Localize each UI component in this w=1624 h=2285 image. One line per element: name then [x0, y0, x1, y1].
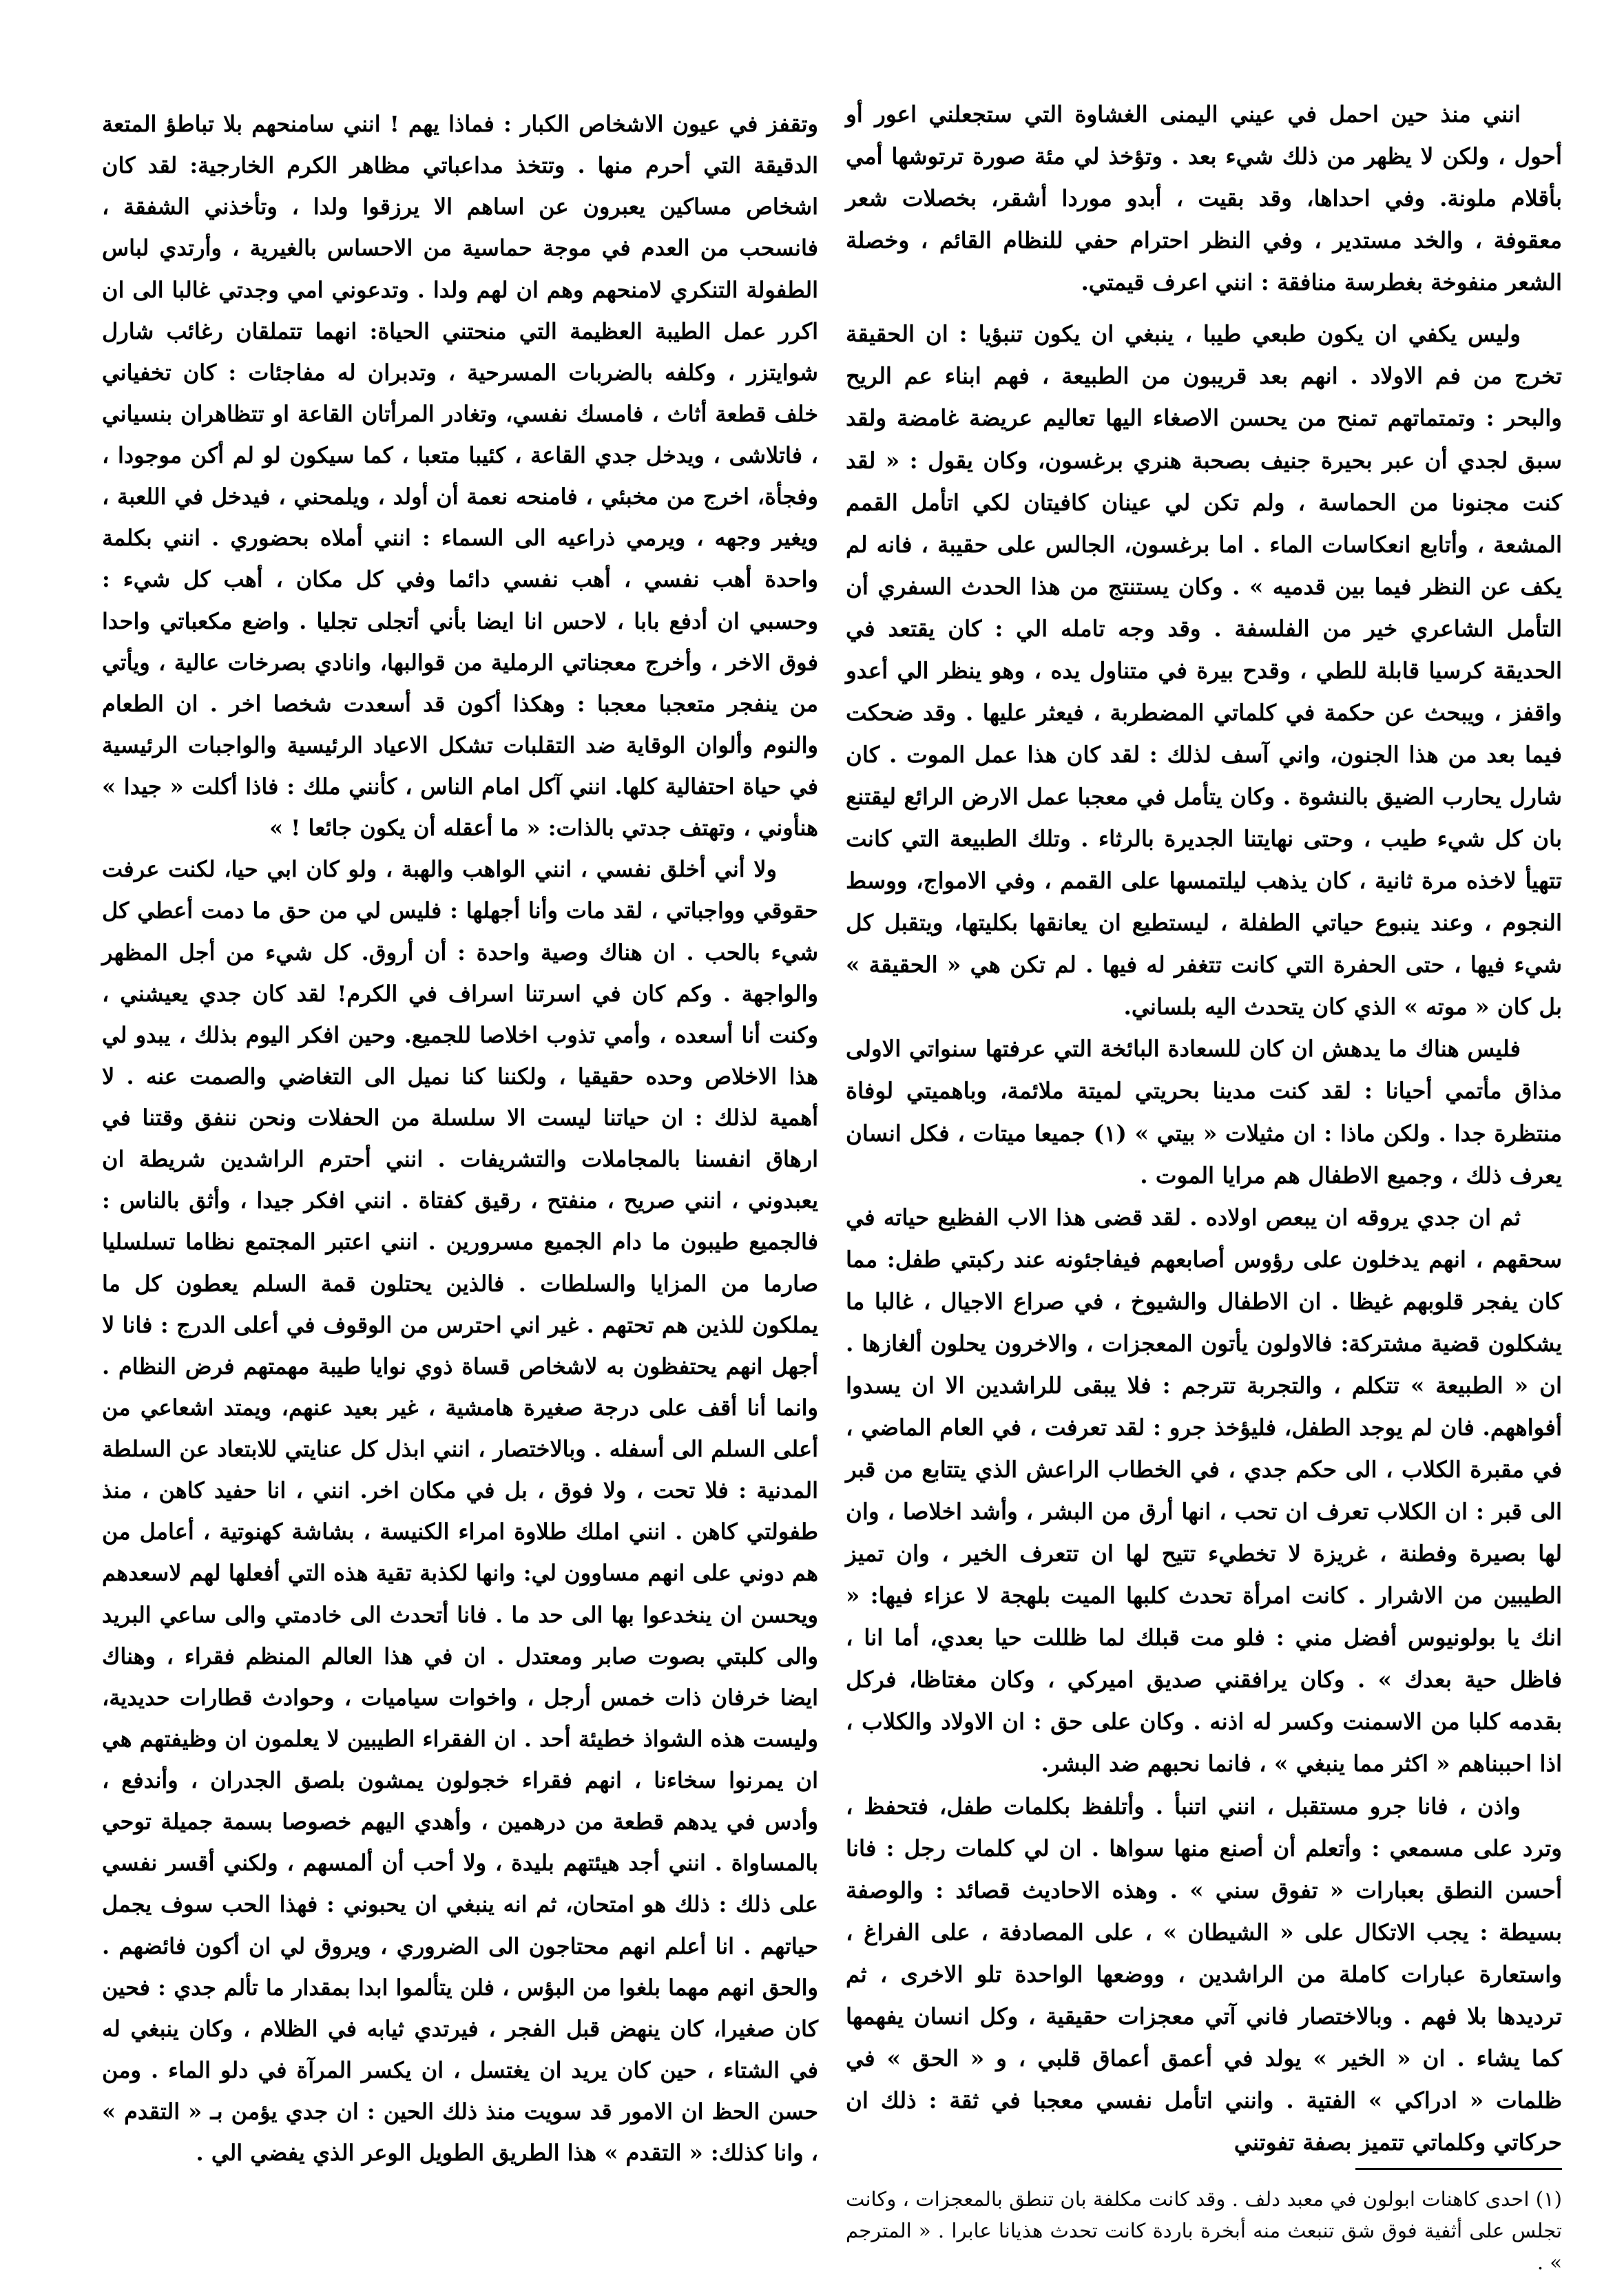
right-column — [846, 93, 1562, 2187]
paragraph: واذن ، فانا جرو مستقبل ، انني اتنبأ . وأتلفظ بكلمات طفل، فتحفظ ، وترد على مسمعي : وأتعلم أن أصنع منها سواها . ان لي كلمات رجل : فانا أحسن النطق بعبارات « تفوق سني » . وهذه الاحاديث قصائد : والوصفة بسيطة : يجب الاتكال على « الشيطان » ، على المصادفة ، على الفراغ ، واستعارة عبارات كاملة من الراشدين ، ووضعها الواحدة تلو الاخرى ، ثم ترديدها بلا فهم . وبالاختصار فاني آتي معجزات حقيقية ، وكل انسان يفهمها كما يشاء . ان « الخير » يولد في أعمق أعماق قلبي ، و « الحق » في ظلمات « ادراكي » الفتية . وانني اتأمل نفسي معجبا في ثقة : ذلك ان حركاتي وكلماتي تتميز بصفة تفوتني — [846, 1792, 1562, 2156]
paragraph: انني منذ حين احمل في عيني اليمنى الغشاوة التي ستجعلني اعور أو أحول ، ولكن لا يظهر من ذلك شيء بعد . وتؤخذ لي مئة صورة ترتوشها أمي بأقلام ملونة. وفي احداها، وقد بقيت ، أبدو موردا أشقر، بخصلات شعر معقوفة ، والخد مستدير ، وفي النظر احترام حفي للنظام القائم ، وخصلة الشعر منفوخة بغطرسة منافقة : انني اعرف قيمتي. — [846, 101, 1562, 296]
left-column — [102, 103, 818, 2211]
paragraph: ثم ان جدي يروقه ان يبعص اولاده . لقد قضى هذا الاب الفظيع حياته في سحقهم ، انهم يدخلون على رؤوس أصابعهم فيفاجئونه عند ركبتي طفل: مما كان يفجر قلوبهم غيظا . ان الاطفال والشيوخ ، في صراع الاجيال ، غالبا ما يشكلون قضية مشتركة: فالاولون يأتون المعجزات ، والاخرون يحلون ألغازها . ان « الطبيعة » تتكلم ، والتجربة تترجم : فلا يبقى للراشدين الا ان يسدوا أفواههم. فان لم يوجد الطفل، فليؤخذ جرو : لقد تعرفت ، في العام الماضي ، في مقبرة الكلاب ، الى حكم جدي ، في الخطاب الراعش الذي يتتابع من قبر الى قبر : ان الكلاب تعرف ان تحب ، انها أرق من البشر ، وأشد اخلاصا ، وان لها بصيرة وفطنة ، غريزة لا تخطيء تتيح لها ان تتعرف الخير ، وان تميز الطيبين من الاشرار . كانت امرأة تحدث كلبها الميت بلهجة لا عزاء فيها: « انك يا بولونيوس أفضل مني : فلو مت قبلك لما ظللت حيا بعدي، أما انا ، فاظل حية بعدك » . وكان يرافقني صديق اميركي ، وكان مغتاظا، فركل بقدمه كلبا من الاسمنت وكسر له اذنه . وكان على حق : ان الاولاد والكلاب ، اذا احببناهم « اكثر مما ينبغي » ، فانما نحبهم ضد البشر. — [846, 1203, 1562, 1777]
footnote-divider — [1355, 2168, 1562, 2170]
paragraph: فليس هناك ما يدهش ان كان للسعادة البائخة التي عرفتها سنواتي الاولى مذاق مأتمي أحيانا : لقد كنت مدينا بحريتي لميتة ملائمة، وباهميتي لوفاة منتظرة جدا . ولكن ماذا : ان مثيلات « بيتي » (١) جميعا ميتات ، فكل انسان يعرف ذلك ، وجميع الاطفال هم مرايا الموت . — [846, 1035, 1562, 1189]
paragraph: وتقفز في عيون الاشخاص الكبار : فماذا يهم ! انني سامنحهم بلا تباطؤ المتعة الدقيقة التي أحرم منها . وتتخذ مداعباتي مظاهر الكرم الخارجية: لقد كان اشخاص مساكين يعبرون عن اساهم الا يرزقوا ولدا ، وتأخذني الشفقة ، فانسحب من العدم في موجة حماسية من الاحساس بالغيرية ، وأرتدي لباس الطفولة التنكري لامنحهم وهم ان لهم ولدا . وتدعوني امي وجدتي غالبا الى ان اكرر عمل الطيبة العظيمة التي منحتني الحياة: انهما تتملقان رغائب شارل شوايتزر ، وكلفه بالضربات المسرحية ، وتدبران له مفاجئات : كان تخفياني خلف قطعة أثاث ، فامسك نفسي، وتغادر المرأتان القاعة او تتظاهران بنسياني ، فاتلاشى ، ويدخل جدي القاعة ، كئيبا متعبا ، كما سيكون لو لم أكن موجودا ، وفجأة، اخرج من مخبئي ، فامنحه نعمة أن أولد ، ويلمحني ، فيدخل في اللعبة ، ويغير وجهه ، ويرمي ذراعيه الى السماء : انني أملاه بحضوري . انني بكلمة واحدة أهب نفسي ، أهب نفسي دائما وفي كل مكان ، أهب كل شيء : وحسبي ان أدفع بابا ، لاحس انا ايضا بأني أتجلى تجليا . واضع مكعباتي واحدا فوق الاخر ، وأخرج معجناتي الرملية من قوالبها، وانادي بصرخات عالية ، ويأتي من ينفجر متعجبا معجبا : وهكذا أكون قد أسعدت شخصا اخر . ان الطعام والنوم وألوان الوقاية ضد التقلبات تشكل الاعياد الرئيسية والواجبات الرئيسية في حياة احتفالية كلها. انني آكل امام الناس ، كأنني ملك : فاذا أكلت « جيدا » هنأوني ، وتهتف جدتي بالذات: « ما أعقله أن يكون جائعا ! » — [102, 111, 819, 842]
paragraph: ولا أني أخلق نفسي ، انني الواهب والهبة ، ولو كان ابي حيا، لكنت عرفت حقوقي وواجباتي ، لقد مات وأنا أجهلها : فليس لي من حق ما دمت أعطي كل شيء بالحب . ان هناك وصية واحدة : أن أروق. كل شيء من أجل المظهر والواجهة . وكم كان في اسرتنا اسراف في الكرم! لقد كان جدي يعيشني ، وكنت أنا أسعده ، وأمي تذوب اخلاصا للجميع. وحين افكر اليوم بذلك ، يبدو لي هذا الاخلاص وحده حقيقيا ، ولكننا كنا نميل الى التغاضي والصمت عنه . لا أهمية لذلك : ان حياتنا ليست الا سلسلة من الحفلات ونحن ننفق وقتنا في ارهاق انفسنا بالمجاملات والتشريفات . انني أحترم الراشدين شريطة ان يعبدوني ، انني صريح ، منفتح ، رقيق كفتاة . انني افكر جيدا ، وأثق بالناس : فالجميع طيبون ما دام الجميع مسرورين . انني اعتبر المجتمع نظاما تسلسليا صارما من المزايا والسلطات . فالذين يحتلون قمة السلم يعطون كل ما يملكون للذين هم تحتهم . غير اني احترس من الوقوف في أعلى الدرج : فانا لا أجهل انهم يحتفظون به لاشخاص قساة ذوي نوايا طيبة مهمتهم فرض النظام . وانما أنا أقف على درجة صغيرة هامشية ، غير بعيد عنهم، ويمتد اشعاعي من أعلى السلم الى أسفله . وبالاختصار ، انني ابذل كل عنايتي للابتعاد عن السلطة المدنية : فلا تحت ، ولا فوق ، بل في مكان اخر. انني ، انا حفيد كاهن ، منذ طفولتي كاهن . انني املك طلاوة امراء الكنيسة ، بشاشة كهنوتية ، أعامل من هم دوني على انهم مساوون لي: وانها لكذبة تقية هذه التي أفعلها لهم لاسعدهم ويحسن ان ينخدعوا بها الى حد ما . فانا أتحدث الى خادمتي والى ساعي البريد والى كلبتي بصوت صابر ومعتدل . ان في هذا العالم المنظم فقراء ، وهناك ايضا خرفان ذات خمس أرجل ، واخوات سياميات ، وحوادث قطارات حديدية، وليست هذه الشواذ خطيئة أحد . ان الفقراء الطيبين لا يعلمون ان وظيفتهم هي ان يمرنوا سخاءنا ، انهم فقراء خجولون يمشون بلصق الجدران ، وأندفع ، وأدس في يدهم قطعة من درهمين ، وأهدي اليهم خصوصا بسمة جميلة توحي بالمساواة . انني أجد هيئتهم بليدة ، ولا أحب أن ألمسهم ، ولكني أقسر نفسي على ذلك : ذلك هو امتحان، ثم انه ينبغي ان يحبوني : فهذا الحب سوف يجمل حياتهم . انا أعلم انهم محتاجون الى الضروري ، ويروق لي ان أكون فائضهم . والحق انهم مهما بلغوا من البؤس ، فلن يتألموا ابدا بمقدار ما تألم جدي : فحين كان صغيرا، كان ينهض قبل الفجر ، فيرتدي ثيابه في الظلام ، وكان ينبغي له في الشتاء ، حين كان يريد ان يغتسل ، ان يكسر المرآة في دلو الماء . ومن حسن الحظ ان الامور قد سويت منذ ذلك الحين : ان جدي يؤمن بـ « التقدم » ، وانا كذلك: « التقدم » هذا الطريق الطويل الوعر الذي يفضي الي . — [102, 856, 819, 2167]
paragraph: وليس يكفي ان يكون طبعي طيبا ، ينبغي ان يكون تنبؤيا : ان الحقيقة تخرج من فم الاولاد . انهم بعد قريبون من الطبيعة ، فهم ابناء عم الريح والبحر : وتمتماتهم تمنح من يحسن الاصغاء اليها تعاليم عريضة غامضة ولقد سبق لجدي أن عبر بحيرة جنيف بصحبة هنري برغسون، وكان يقول : « لقد كنت مجنونا من الحماسة ، ولم تكن لي عينان كافيتان لكي اتأمل القمم المشعة ، وأتابع انعكاسات الماء . اما برغسون، الجالس على حقيبة ، فانه لم يكف عن النظر فيما بين قدميه » . وكان يستنتج من هذا الحدث السفري أن التأمل الشاعري خير من الفلسفة . وقد وجه تامله الي : كان يقتعد في الحديقة كرسيا قابلة للطي ، وقدح بيرة في متناول يده ، وهو ينظر الي أعدو واقفز ، ويبحث عن حكمة في كلماتي المضطربة ، فيعثر عليها . وقد ضحكت فيما بعد من هذا الجنون، واني آسف لذلك : لقد كان هذا عمل الموت . كان شارل يحارب الضيق بالنشوة . وكان يتأمل في معجبا عمل الارض الرائع ليقتنع بان كل شيء طيب ، وحتى نهايتنا الجديرة بالرثاء . وتلك الطبيعة التي كانت تتهيأ لاخذه مرة ثانية ، كان يذهب ليلتمسها على القمم ، وفي الامواج، ووسط النجوم ، وعند ينبوع حياتي الطفلة ، ليستطيع ان يعانقها بكليتها، ويتقبل كل شيء فيها ، حتى الحفرة التي كانت تتغفر له فيها . لم تكن هي « الحقيقة » بل كان « موته » الذي كان يتحدث اليه بلساني. — [846, 320, 1562, 1021]
footnote: (١) احدى كاهنات ابولون في معبد دلف . وقد كانت مكلفة بان تنطق بالمعجزات ، وكانت تجلس على أثفية فوق شق تنبعث منه أبخرة باردة كانت تحدث هذيانا عابرا . « المترجم » . — [846, 2187, 1562, 2274]
